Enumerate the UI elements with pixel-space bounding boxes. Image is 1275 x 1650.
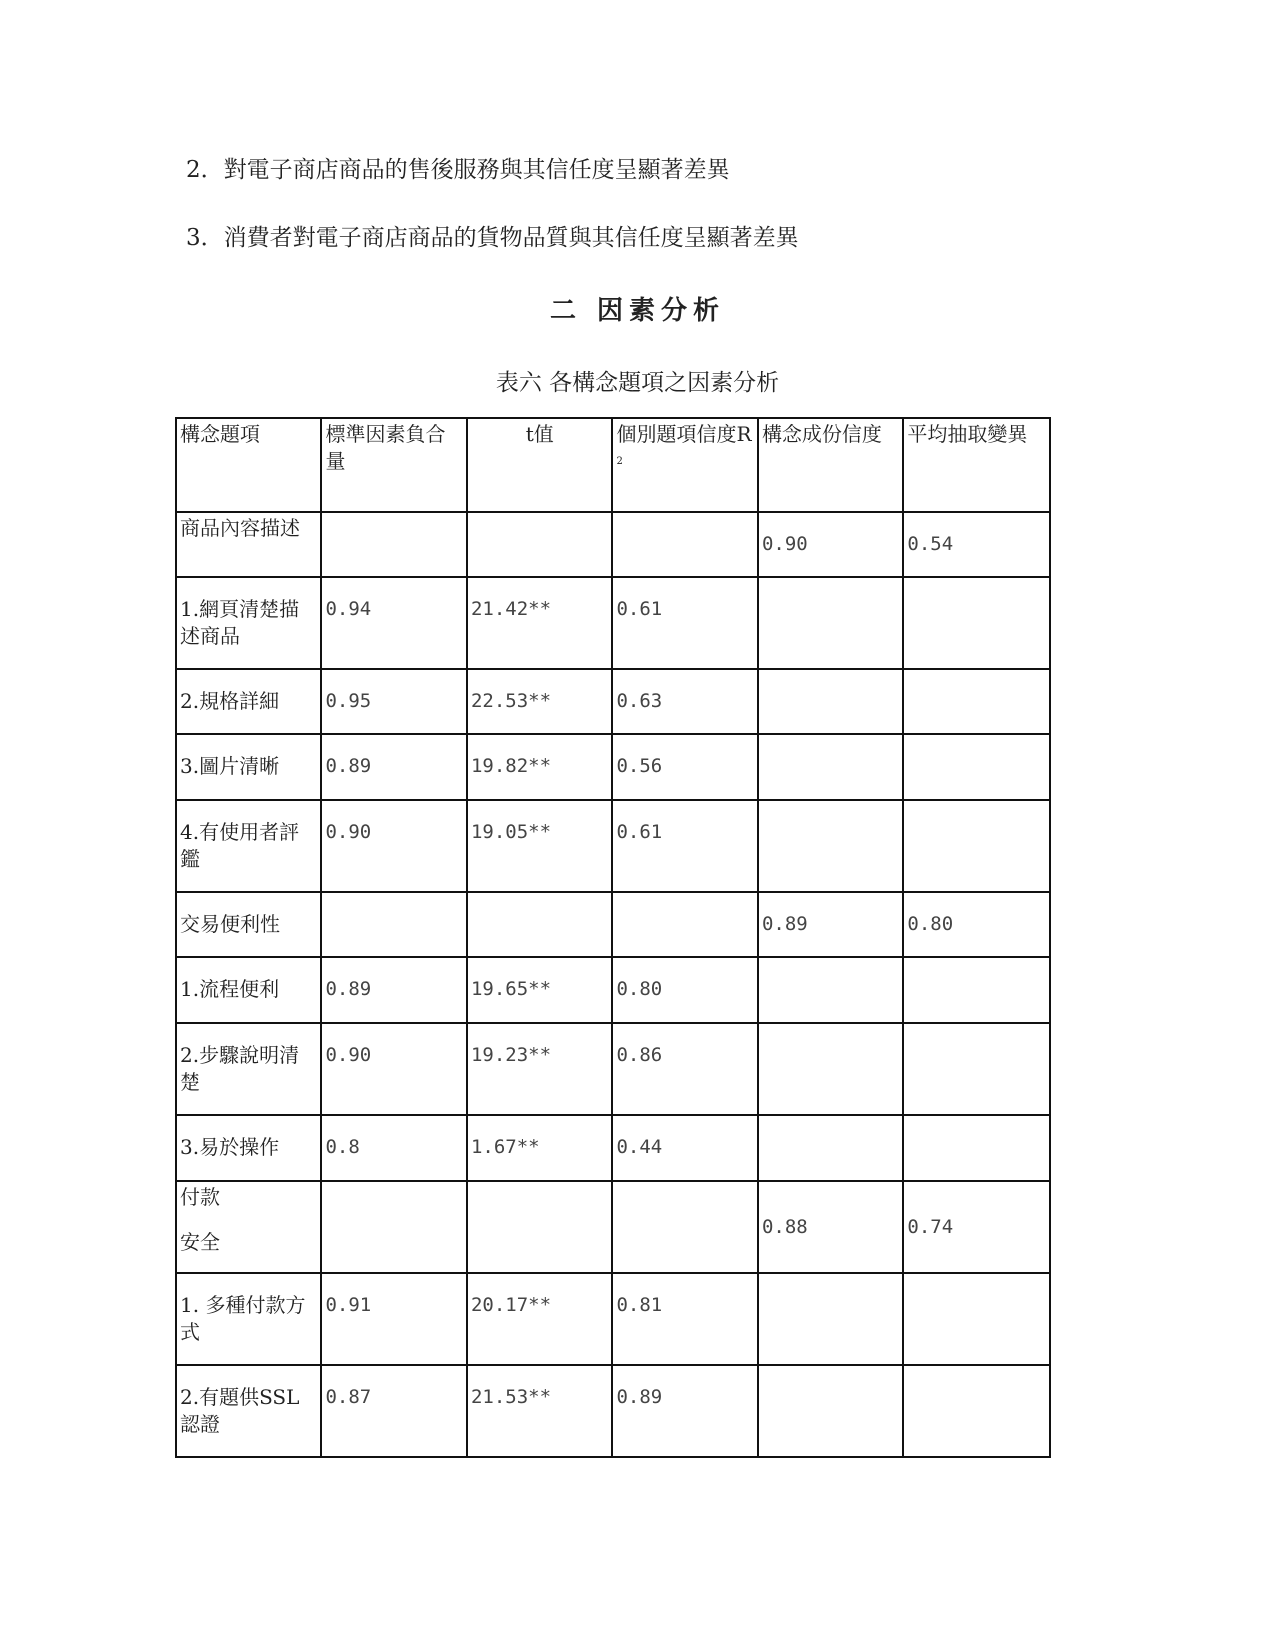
construct-cr: 0.90 [758, 512, 903, 577]
item-row [176, 1365, 1050, 1457]
empty-cell [467, 892, 612, 957]
empty-cell [758, 734, 903, 800]
item-r2: 0.61 [612, 577, 757, 669]
empty-cell [612, 892, 757, 957]
factor-analysis-table [175, 417, 1051, 1458]
item-loading: 0.90 [321, 1023, 466, 1115]
item-loading: 0.90 [321, 800, 466, 892]
item-name: 1.流程便利 [176, 957, 321, 1023]
header-t-value: t值 [467, 418, 612, 512]
hypothesis-3: 3．消費者對電子商店商品的貨物品質與其信任度呈顯著差異 [186, 225, 799, 251]
item-loading: 0.94 [321, 577, 466, 669]
empty-cell [758, 1023, 903, 1115]
item-name: 3.圖片清晰 [176, 734, 321, 800]
construct-name: 交易便利性 [176, 892, 321, 957]
empty-cell [758, 800, 903, 892]
item-t-value: 21.42** [467, 577, 612, 669]
empty-cell [903, 1365, 1050, 1457]
construct-name-line2: 安全 [180, 1230, 220, 1254]
item-name: 1.網頁清楚描述商品 [176, 577, 321, 669]
construct-row [176, 512, 1050, 577]
item-row [176, 1023, 1050, 1115]
empty-cell [758, 669, 903, 734]
construct-ave: 0.80 [903, 892, 1050, 957]
item-row [176, 957, 1050, 1023]
item-loading: 0.87 [321, 1365, 466, 1457]
empty-cell [903, 800, 1050, 892]
empty-cell [321, 512, 466, 577]
construct-cr: 0.88 [758, 1181, 903, 1273]
construct-cr: 0.89 [758, 892, 903, 957]
empty-cell [758, 1115, 903, 1181]
empty-cell [321, 1181, 466, 1273]
item-t-value: 19.65** [467, 957, 612, 1023]
empty-cell [467, 512, 612, 577]
item-t-value: 22.53** [467, 669, 612, 734]
empty-cell [903, 1023, 1050, 1115]
item-r2: 0.61 [612, 800, 757, 892]
empty-cell [903, 1115, 1050, 1181]
item-loading: 0.89 [321, 734, 466, 800]
item-row [176, 669, 1050, 734]
construct-ave: 0.74 [903, 1181, 1050, 1273]
construct-row [176, 1181, 1050, 1273]
item-r2: 0.44 [612, 1115, 757, 1181]
item-r2: 0.89 [612, 1365, 757, 1457]
hypothesis-2: 2．對電子商店商品的售後服務與其信任度呈顯著差異 [186, 157, 730, 183]
section-heading: 二 因素分析 [549, 296, 726, 326]
item-row [176, 577, 1050, 669]
item-row [176, 1273, 1050, 1365]
header-r2-sup: 2 [616, 456, 623, 467]
item-r2: 0.81 [612, 1273, 757, 1365]
header-item: 構念題項 [176, 418, 321, 512]
item-loading: 0.8 [321, 1115, 466, 1181]
empty-cell [467, 1181, 612, 1273]
item-name: 1. 多種付款方式 [176, 1273, 321, 1365]
construct-name-line1: 付款 [180, 1185, 220, 1209]
item-r2: 0.80 [612, 957, 757, 1023]
item-t-value: 21.53** [467, 1365, 612, 1457]
empty-cell [903, 1273, 1050, 1365]
table-header-row [176, 418, 1050, 512]
item-name: 2.有題供SSL認證 [176, 1365, 321, 1457]
construct-name: 商品內容描述 [176, 512, 321, 577]
header-ave: 平均抽取變異 [903, 418, 1050, 512]
item-row [176, 1115, 1050, 1181]
item-name: 2.規格詳細 [176, 669, 321, 734]
item-r2: 0.86 [612, 1023, 757, 1115]
construct-ave: 0.54 [903, 512, 1050, 577]
table-caption: 表六 各構念題項之因素分析 [495, 370, 780, 396]
empty-cell [758, 957, 903, 1023]
item-r2: 0.63 [612, 669, 757, 734]
header-r2-label: 個別題項信度R [616, 422, 752, 446]
header-loading: 標準因素負合量 [321, 418, 466, 512]
item-t-value: 19.05** [467, 800, 612, 892]
empty-cell [612, 1181, 757, 1273]
empty-cell [321, 892, 466, 957]
item-loading: 0.89 [321, 957, 466, 1023]
item-row [176, 800, 1050, 892]
item-name: 4.有使用者評鑑 [176, 800, 321, 892]
item-loading: 0.91 [321, 1273, 466, 1365]
item-r2: 0.56 [612, 734, 757, 800]
construct-name [176, 1181, 321, 1273]
construct-row [176, 892, 1050, 957]
item-name: 2.步驟說明清楚 [176, 1023, 321, 1115]
empty-cell [612, 512, 757, 577]
empty-cell [758, 1273, 903, 1365]
item-t-value: 19.82** [467, 734, 612, 800]
empty-cell [758, 577, 903, 669]
empty-cell [903, 957, 1050, 1023]
empty-cell [903, 577, 1050, 669]
item-t-value: 20.17** [467, 1273, 612, 1365]
empty-cell [758, 1365, 903, 1457]
empty-cell [903, 734, 1050, 800]
empty-cell [903, 669, 1050, 734]
header-r2 [612, 418, 757, 512]
item-loading: 0.95 [321, 669, 466, 734]
item-t-value: 19.23** [467, 1023, 612, 1115]
item-name: 3.易於操作 [176, 1115, 321, 1181]
item-t-value: 1.67** [467, 1115, 612, 1181]
item-row [176, 734, 1050, 800]
header-cr: 構念成份信度 [758, 418, 903, 512]
